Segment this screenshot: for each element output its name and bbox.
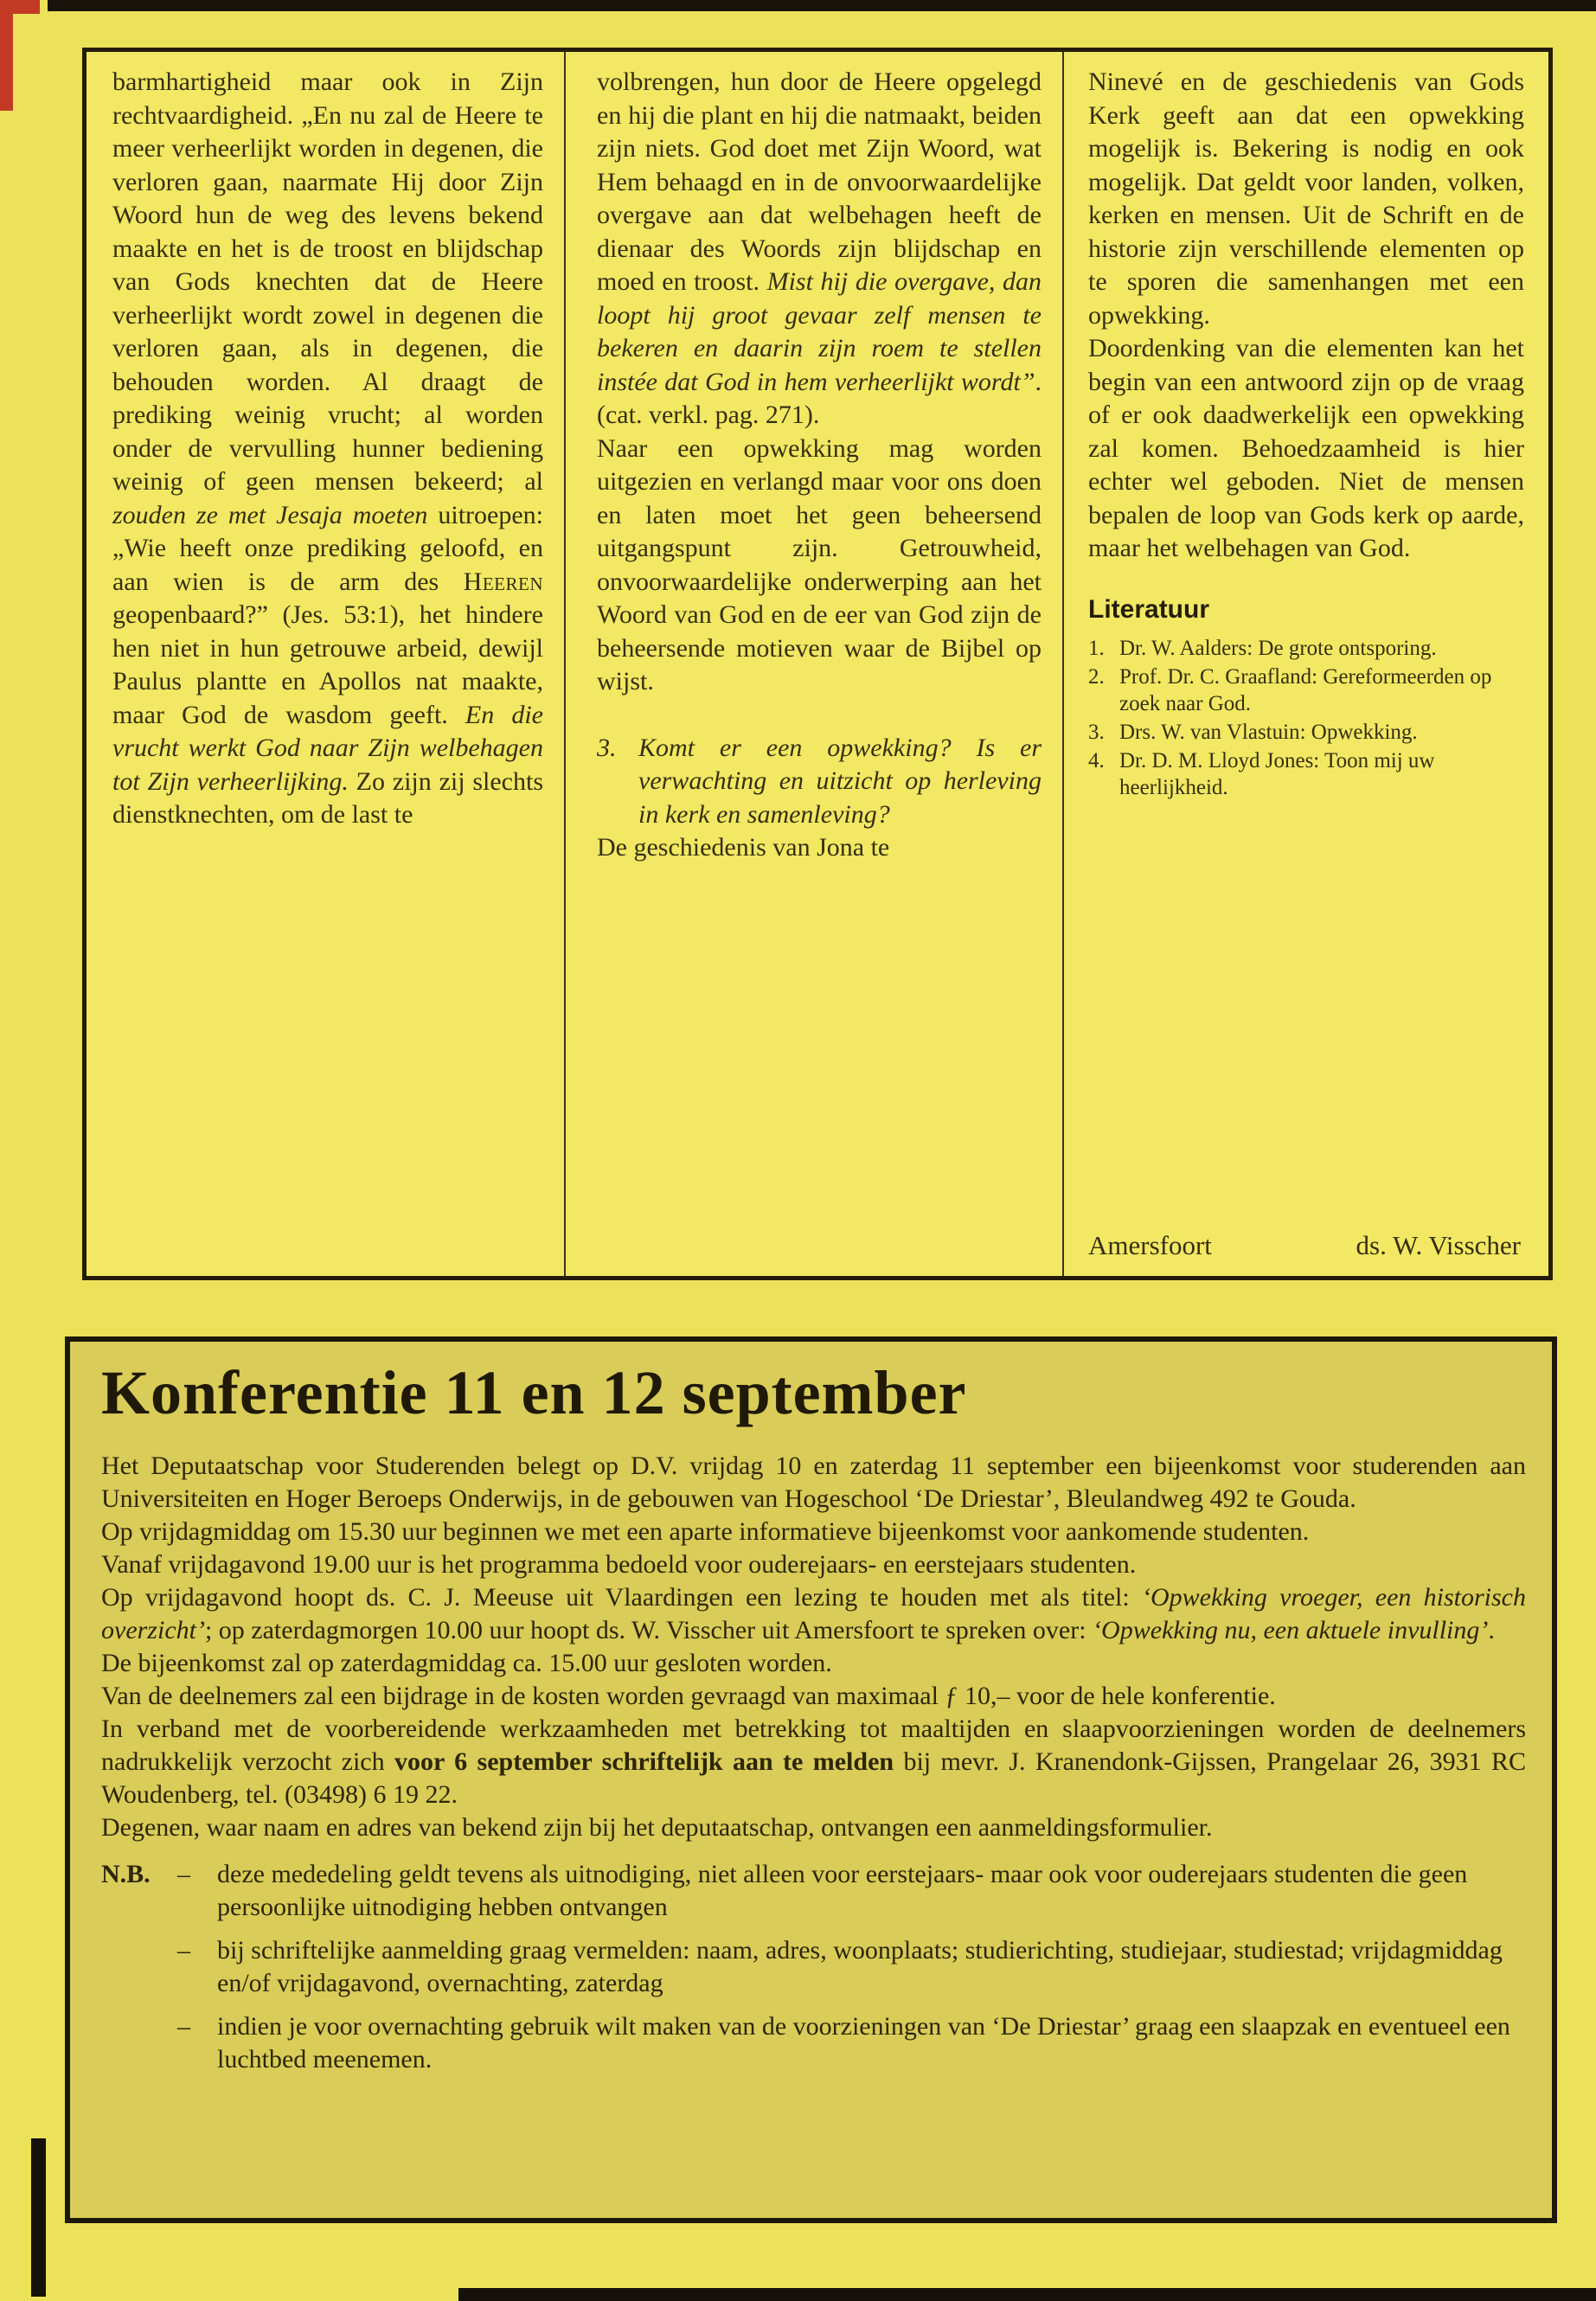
- article-column-3: [1062, 52, 1548, 1276]
- article-paragraph: Doordenking van die elementen kan het begin van een antwoord zijn op de vraag of er ook daadwerkelijk een opwekking zal komen. Behoedzaamheid is hier echter wel geboden. Niet de mensen bepalen de loop van Gods kerk op aarde, maar het welbehagen van God.: [1088, 334, 1524, 562]
- literature-item-text: Dr. W. Aalders: De grote ontsporing.: [1119, 637, 1437, 660]
- scan-bottom-edge-bar: [458, 2288, 1596, 2301]
- nota-bene-item: [177, 1858, 1526, 1924]
- literature-item-text: Prof. Dr. C. Graafland: Gereformeerden op zoek naar God.: [1119, 665, 1492, 715]
- spacer: [597, 699, 1042, 732]
- corner-red-mark: [0, 0, 13, 111]
- dash-bullet: –: [177, 1860, 190, 1888]
- nota-bene-item-text: deze mededeling geldt tevens als uitnodiging, niet alleen voor eerstejaars- maar ook voor ouderejaars studenten die geen persoonlijke uitnodiging hebben ontvangen: [217, 1860, 1468, 1921]
- article-paragraph: Naar een opwekking mag worden uitgezien en verlangd maar voor ons doen en laten moet het geen beheersend uitgangspunt zijn. Getrouwheid, onvoorwaardelijke onderwerping aan het Woord van God en de eer van God zijn de beheersende motieven waar de Bijbel op wijst.: [597, 433, 1042, 695]
- announcement-box: [65, 1336, 1557, 2223]
- literature-item-text: Drs. W. van Vlastuin: Opwekking.: [1119, 721, 1418, 744]
- literature-item: [1088, 663, 1524, 717]
- numbered-question-item: [597, 732, 1042, 832]
- literature-item-text: Dr. D. M. Lloyd Jones: Toon mij uw heerlijkheid.: [1119, 749, 1435, 799]
- announcement-paragraph: In verband met de voorbereidende werkzaamheden met betrekking tot maaltijden en slaapvoorzieningen worden de deelnemers nadrukkelijk verzocht zich voor 6 september schriftelijk aan te melden bij mevr. J. Kranendonk-Gijssen, Prangelaar 26, 3931 RC Woudenberg, tel. (03498) 6 19 22.: [101, 1715, 1526, 1809]
- nota-bene-item: [177, 2010, 1526, 2076]
- literature-item-number: 2.: [1088, 665, 1105, 689]
- nota-bene-item: [177, 1934, 1526, 2000]
- nota-bene-item-text: indien je voor overnachting gebruik wilt maken van de voorzieningen van ‘De Driestar’ graag een slaapzak en eventueel een luchtbed meenemen.: [217, 2012, 1510, 2073]
- article-paragraph: Ninevé en de geschiedenis van Gods Kerk geeft aan dat een opwekking mogelijk is. Bekering is nodig en ook mogelijk. Dat geldt voor landen, volken, kerken en mensen. Uit de Schrift en de historie zijn verschillende elementen op te sporen die samenhangen met een opwekking.: [1088, 67, 1524, 330]
- signoff-place: Amersfoort: [1088, 1229, 1212, 1260]
- nota-bene-label: N.B.: [101, 1860, 151, 1888]
- dash-bullet: –: [177, 2012, 190, 2041]
- literature-item-number: 4.: [1088, 749, 1105, 772]
- article-paragraph: De geschiedenis van Jona te: [597, 833, 890, 862]
- literature-item: [1088, 747, 1524, 801]
- scan-top-edge-bar: [48, 0, 1596, 11]
- nota-bene-block: [101, 1858, 1526, 2086]
- literature-item-number: 1.: [1088, 637, 1105, 660]
- literature-item: [1088, 719, 1524, 746]
- corner-red-mark: [0, 0, 40, 14]
- signoff-row: [1088, 1229, 1524, 1277]
- article-column-1: [87, 52, 564, 1276]
- announcement-paragraph: Vanaf vrijdagavond 19.00 uur is het programma bedoeld voor ouderejaars- en eerstejaars studenten.: [101, 1550, 1137, 1579]
- literature-heading: Literatuur: [1088, 594, 1210, 624]
- announcement-paragraph: Op vrijdagmiddag om 15.30 uur beginnen we met een aparte informatieve bijeenkomst voor aankomende studenten.: [101, 1517, 1310, 1546]
- literature-item: [1088, 635, 1524, 662]
- literature-list: [1088, 635, 1524, 803]
- item-number: 3.: [597, 733, 617, 762]
- article-paragraph: volbrengen, hun door de Heere opgelegd en hij die plant en hij die natmaakt, beiden zijn niets. God doet met Zijn Woord, wat Hem behaagd en in de onvoorwaardelijke overgave aan dat welbehagen heeft de dienaar des Woords zijn blijdschap en moed en troost. Mist hij die overgave, dan loopt hij groot gevaar zelf mensen te bekeren en daarin zijn roem te stellen instée dat God in hem verheerlijkt wordt”. (cat. verkl. pag. 271).: [597, 67, 1042, 429]
- article-paragraph: barmhartigheid maar ook in Zijn rechtvaardigheid. „En nu zal de Heere te meer verheerlijkt worden in degenen, die verloren gaan, naarmate Hij door Zijn Woord hun de weg des levens bekend maakte en het is de troost en blijdschap van Gods knechten dat de Heere verheerlijkt wordt zowel in degenen die verloren gaan, als in degenen, die behouden worden. Al draagt de prediking weinig vrucht; al worden onder de vervulling hunner bediening weinig of geen mensen bekeerd; al zouden ze met Jesaja moeten uitroepen: „Wie heeft onze prediking geloofd, en aan wien is de arm des Heeren geopenbaard?” (Jes. 53:1), het hindere hen niet in hun getrouwe arbeid, dewijl Paulus plantte en Apollos nat maakte, maar God de wasdom geeft. En die vrucht werkt God naar Zijn welbehagen tot Zijn verheerlijking. Zo zijn zij slechts dienstknechten, om de last te: [112, 67, 544, 829]
- signoff-author: ds. W. Visscher: [1356, 1229, 1521, 1260]
- nota-bene-item-text: bij schriftelijke aanmelding graag vermelden: naam, adres, woonplaats; studierichting, studiejaar, studiestad; vrijdagmiddag en/of vrijdagavond, overnachting, zaterdag: [217, 1936, 1503, 1997]
- article-box: [82, 48, 1553, 1280]
- announcement-paragraph: De bijeenkomst zal op zaterdagmiddag ca. 15.00 uur gesloten worden.: [101, 1649, 832, 1677]
- announcement-paragraph: Het Deputaatschap voor Studerenden belegt op D.V. vrijdag 10 en zaterdag 11 september een bijeenkomst voor studerenden aan Universiteiten en Hoger Beroeps Onderwijs, in de gebouwen van Hogeschool ‘De Driestar’, Bleulandweg 492 te Gouda.: [101, 1452, 1526, 1513]
- scan-left-edge-mark: [31, 2138, 46, 2297]
- dash-bullet: –: [177, 1936, 190, 1965]
- announcement-paragraph: Van de deelnemers zal een bijdrage in de kosten worden gevraagd van maximaal ƒ 10,– voor de hele konferentie.: [101, 1682, 1276, 1710]
- article-column-2: [564, 52, 1062, 1276]
- announcement-title: Konferentie 11 en 12 september: [101, 1358, 967, 1427]
- literature-item-number: 3.: [1088, 721, 1105, 744]
- announcement-paragraph: Degenen, waar naam en adres van bekend zijn bij het deputaatschap, ontvangen een aanmeldingsformulier.: [101, 1813, 1213, 1842]
- nota-bene-items: [177, 1858, 1526, 2086]
- item-text: Komt er een opwekking? Is er verwachting en uitzicht op herleving in kerk en samenleving?: [638, 733, 1042, 829]
- announcement-paragraph: Op vrijdagavond hoopt ds. C. J. Meeuse uit Vlaardingen een lezing te houden met als titel: ‘Opwekking vroeger, een historisch overzicht’; op zaterdagmorgen 10.00 uur hoopt ds. W. Visscher uit Amersfoort te spreken over: ‘Opwekking nu, een aktuele invulling’.: [101, 1583, 1527, 1644]
